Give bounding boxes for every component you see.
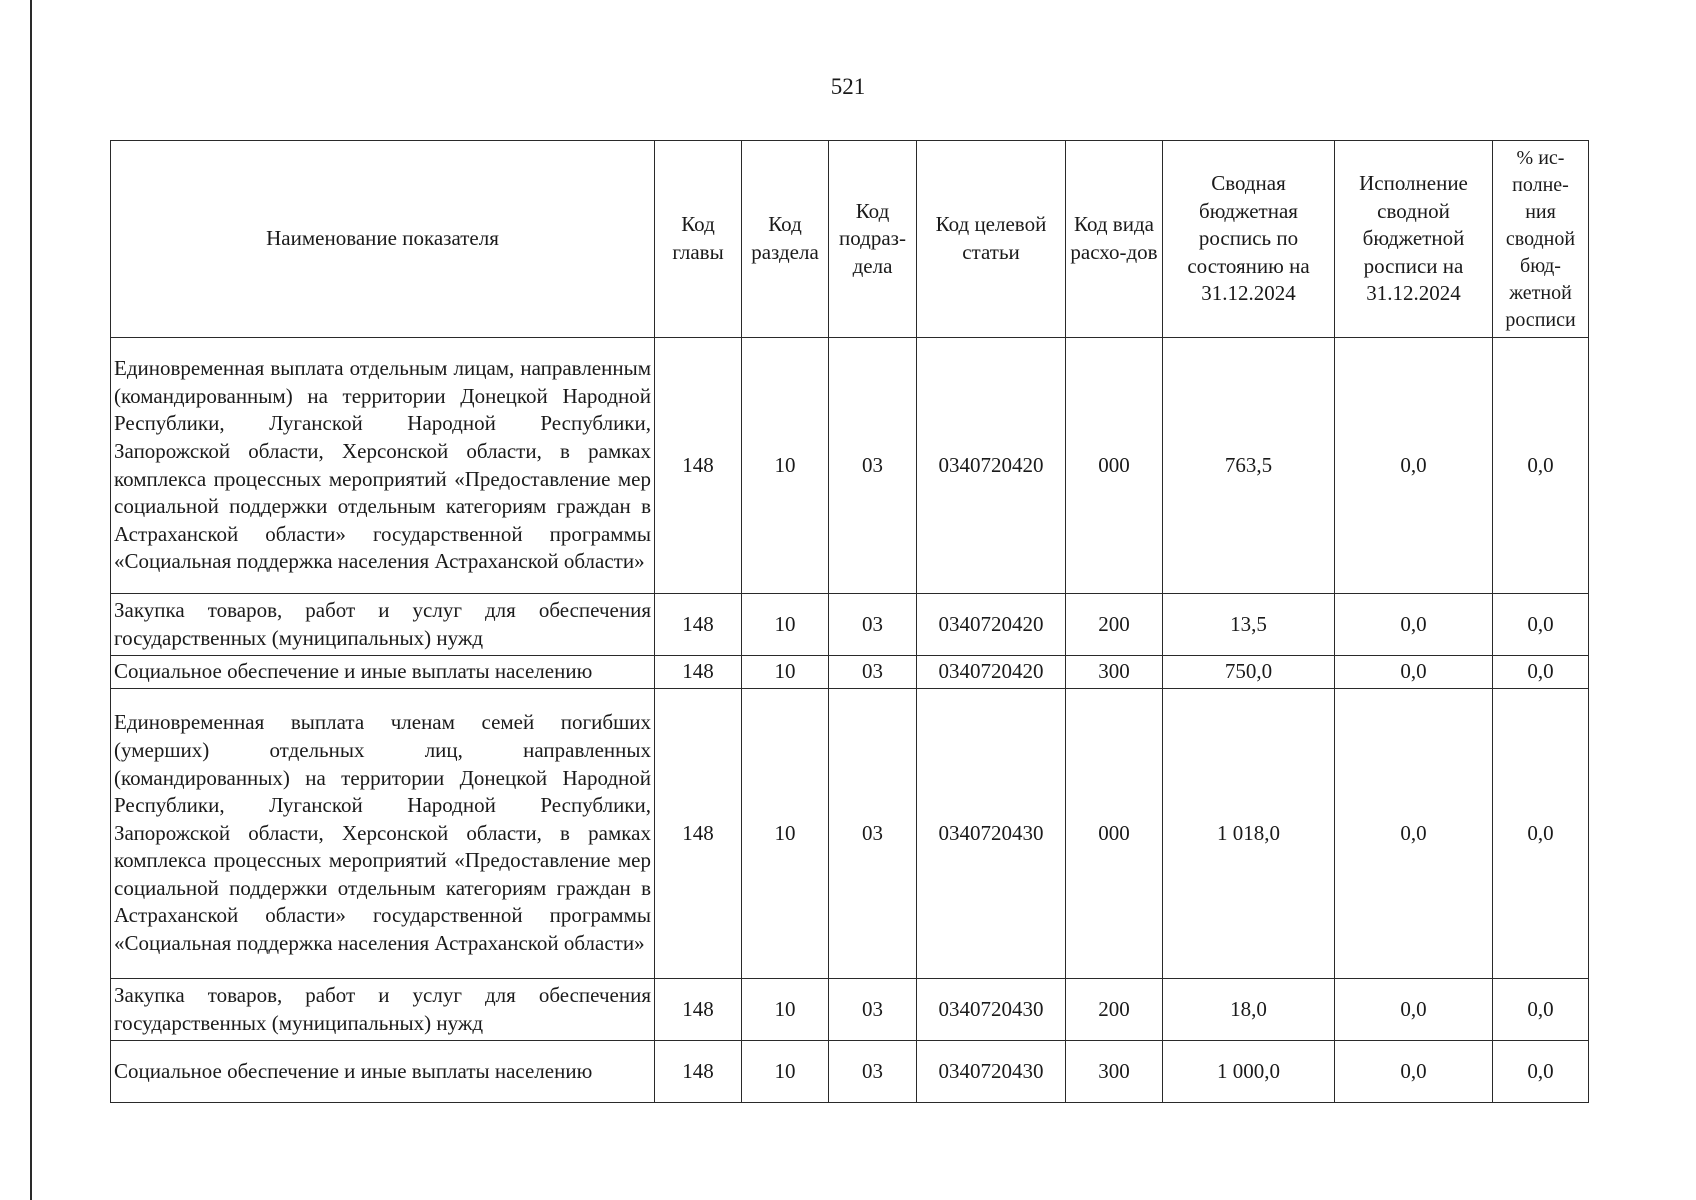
header-subsection-code: Код подраз-дела: [829, 141, 917, 338]
row-target-code: 0340720430: [917, 1041, 1066, 1103]
row-chapter-code: 148: [655, 1041, 742, 1103]
row-name-cell: Социальное обеспечение и иные выплаты населению: [111, 1041, 655, 1103]
row-subsection-code: 03: [829, 338, 917, 594]
row-budget-execution: 0,0: [1335, 1041, 1493, 1103]
row-expense-type-code: 300: [1066, 1041, 1163, 1103]
left-margin-line: [30, 0, 32, 1200]
row-execution-percent: 0,0: [1493, 338, 1589, 594]
row-execution-percent: 0,0: [1493, 594, 1589, 656]
header-budget-plan: Сводная бюджетная роспись по состоянию на 31.12.2024: [1163, 141, 1335, 338]
row-expense-type-code: 000: [1066, 689, 1163, 979]
row-budget-plan: 13,5: [1163, 594, 1335, 656]
header-expense-type-code: Код вида расхо-дов: [1066, 141, 1163, 338]
row-chapter-code: 148: [655, 656, 742, 689]
row-execution-percent: 0,0: [1493, 1041, 1589, 1103]
row-expense-type-code: 300: [1066, 656, 1163, 689]
row-subsection-code: 03: [829, 689, 917, 979]
budget-execution-table: [110, 140, 1589, 1103]
row-budget-plan: 750,0: [1163, 656, 1335, 689]
row-subsection-code: 03: [829, 1041, 917, 1103]
row-budget-execution: 0,0: [1335, 338, 1493, 594]
header-chapter-code: Код главы: [655, 141, 742, 338]
table-row: [111, 1041, 1589, 1103]
row-target-code: 0340720430: [917, 689, 1066, 979]
row-section-code: 10: [742, 979, 829, 1041]
row-chapter-code: 148: [655, 689, 742, 979]
header-target-code: Код целевой статьи: [917, 141, 1066, 338]
header-execution-percent: % ис-полне-ния сводной бюд-жетной росписи: [1493, 141, 1589, 338]
row-section-code: 10: [742, 656, 829, 689]
table-row: [111, 338, 1589, 594]
header-section-code: Код раздела: [742, 141, 829, 338]
row-budget-plan: 1 018,0: [1163, 689, 1335, 979]
page-number: 521: [830, 74, 866, 99]
row-name-cell: Социальное обеспечение и иные выплаты населению: [111, 656, 655, 689]
row-target-code: 0340720420: [917, 338, 1066, 594]
row-chapter-code: 148: [655, 979, 742, 1041]
row-target-code: 0340720430: [917, 979, 1066, 1041]
header-name: Наименование показателя: [111, 141, 655, 338]
row-target-code: 0340720420: [917, 594, 1066, 656]
row-name-cell: Закупка товаров, работ и услуг для обеспечения государственных (муниципальных) нужд: [111, 979, 655, 1041]
row-budget-execution: 0,0: [1335, 594, 1493, 656]
row-chapter-code: 148: [655, 594, 742, 656]
row-name-cell: Единовременная выплата отдельным лицам, направленным (командированным) на территории Донецкой Народной Республики, Луганской Народной Республики, Запорожской области, Херсонской области, в рамках комплекса процессных мероприятий «Предоставление мер социальной поддержки отдельным категориям граждан в Астраханской области» государственной программы «Социальная поддержка населения Астраханской области»: [111, 338, 655, 594]
row-section-code: 10: [742, 1041, 829, 1103]
row-budget-execution: 0,0: [1335, 656, 1493, 689]
table-body: [111, 338, 1589, 1103]
row-name-cell: Закупка товаров, работ и услуг для обеспечения государственных (муниципальных) нужд: [111, 594, 655, 656]
row-budget-execution: 0,0: [1335, 689, 1493, 979]
row-execution-percent: 0,0: [1493, 656, 1589, 689]
table-row: [111, 689, 1589, 979]
row-target-code: 0340720420: [917, 656, 1066, 689]
row-budget-plan: 18,0: [1163, 979, 1335, 1041]
row-budget-plan: 763,5: [1163, 338, 1335, 594]
row-execution-percent: 0,0: [1493, 979, 1589, 1041]
row-section-code: 10: [742, 689, 829, 979]
row-budget-plan: 1 000,0: [1163, 1041, 1335, 1103]
row-section-code: 10: [742, 338, 829, 594]
header-budget-execution: Исполнение сводной бюджетной росписи на 31.12.2024: [1335, 141, 1493, 338]
row-expense-type-code: 200: [1066, 594, 1163, 656]
row-expense-type-code: 200: [1066, 979, 1163, 1041]
table-row: [111, 594, 1589, 656]
row-chapter-code: 148: [655, 338, 742, 594]
row-section-code: 10: [742, 594, 829, 656]
row-expense-type-code: 000: [1066, 338, 1163, 594]
table-row: [111, 656, 1589, 689]
row-name-cell: Единовременная выплата членам семей погибших (умерших) отдельных лиц, направленных (командированных) на территории Донецкой Народной Республики, Луганской Народной Республики, Запорожской области, Херсонской области, в рамках комплекса процессных мероприятий «Предоставление мер социальной поддержки отдельным категориям граждан в Астраханской области» государственной программы «Социальная поддержка населения Астраханской области»: [111, 689, 655, 979]
row-subsection-code: 03: [829, 594, 917, 656]
row-subsection-code: 03: [829, 656, 917, 689]
table-row: [111, 979, 1589, 1041]
row-execution-percent: 0,0: [1493, 689, 1589, 979]
row-subsection-code: 03: [829, 979, 917, 1041]
table-header-row: [111, 141, 1589, 338]
row-budget-execution: 0,0: [1335, 979, 1493, 1041]
